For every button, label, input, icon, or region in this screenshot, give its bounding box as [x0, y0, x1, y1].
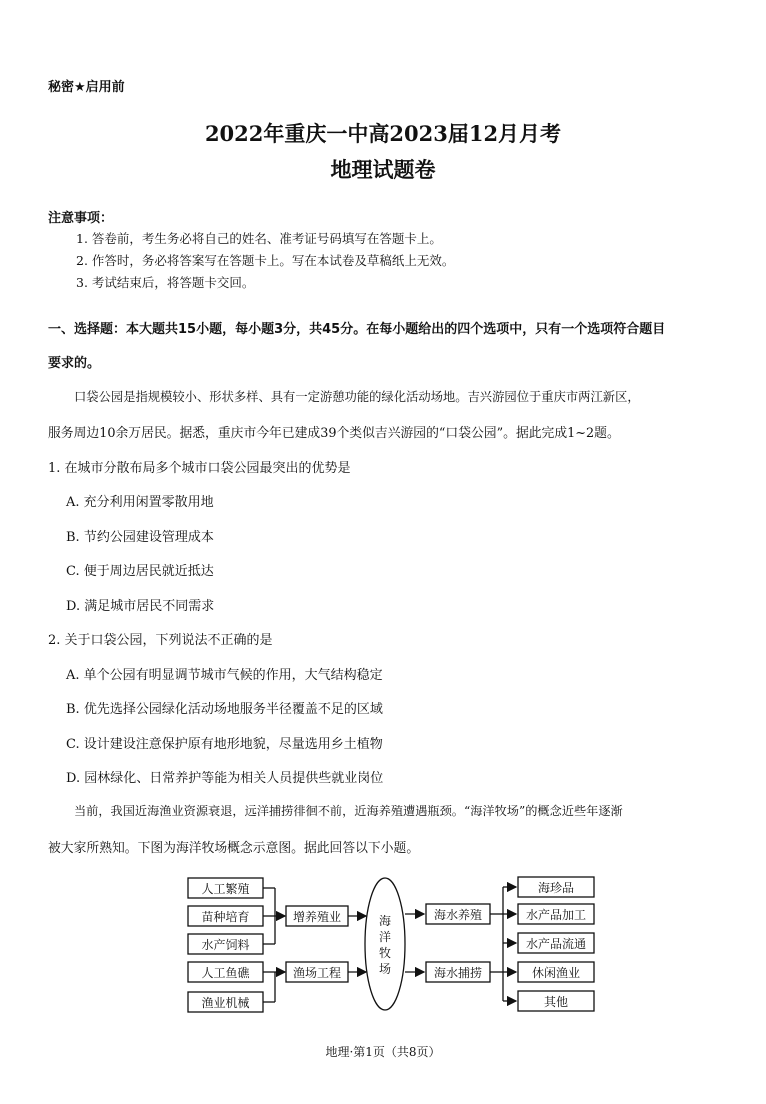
- exam-title: 2022年重庆一中高2023届12月月考: [204, 121, 562, 146]
- question-option: C. 设计建设注意保护原有地形地貌，尽量选用乡土植物: [66, 737, 383, 752]
- question-stem: 2. 关于口袋公园，下列说法不正确的是: [48, 633, 273, 648]
- diagram-center-ellipse: [365, 878, 405, 1010]
- question-stem: 1. 在城市分散布局多个城市口袋公园最突出的优势是: [48, 461, 351, 476]
- question-option: A. 单个公园有明显调节城市气候的作用，大气结构稳定: [66, 668, 383, 683]
- question-option: A. 充分利用闲置零散用地: [66, 495, 214, 510]
- passage-paragraph: 口袋公园是指规模较小、形状多样、具有一定游憩功能的绿化活动场地。吉兴游园位于重庆市两江新区，: [74, 390, 640, 404]
- section-heading-cont: 要求的。: [48, 356, 101, 371]
- question-option: D. 满足城市居民不同需求: [66, 599, 215, 614]
- diagram-label: 水产品加工: [525, 908, 587, 922]
- diagram-label: 海水养殖: [433, 908, 483, 922]
- passage-paragraph: 当前，我国近海渔业资源衰退，远洋捕捞徘徊不前，近海养殖遭遇瓶颈。“海洋牧场”的概念近些年逐渐: [74, 804, 623, 818]
- passage-paragraph-cont: 被大家所熟知。下图为海洋牧场概念示意图。据此回答以下小题。: [48, 841, 420, 856]
- diagram-label: 人工繁殖: [201, 882, 250, 896]
- diagram-center-char: 牧: [378, 946, 392, 960]
- diagram-label: 人工鱼礁: [201, 966, 250, 980]
- question-option: B. 节约公园建设管理成本: [66, 530, 214, 545]
- confidential-label: 秘密★启用前: [48, 80, 125, 95]
- diagram-label: 其他: [543, 995, 569, 1009]
- notice-item: 1. 答卷前，考生务必将自己的姓名、准考证号码填写在答题卡上。: [76, 231, 442, 246]
- question-option: D. 园林绿化、日常养护等能为相关人员提供些就业岗位: [66, 771, 384, 786]
- notice-heading: 注意事项：: [48, 211, 114, 226]
- question-option: B. 优先选择公园绿化活动场地服务半径覆盖不足的区域: [66, 702, 383, 717]
- passage-paragraph-cont: 服务周边10余万居民。据悉，重庆市今年已建成39个类似吉兴游园的“口袋公园”。据此完成1~2题。: [48, 426, 620, 441]
- diagram-center-char: 海: [378, 914, 392, 928]
- diagram-label: 苗种培育: [201, 910, 250, 924]
- diagram-label: 海水捕捞: [433, 966, 483, 980]
- diagram-center-char: 场: [378, 962, 392, 976]
- notice-item: 2. 作答时，务必将答案写在答题卡上。写在本试卷及草稿纸上无效。: [76, 253, 455, 268]
- diagram-label: 海珍品: [537, 881, 575, 895]
- question-option: C. 便于周边居民就近抵达: [66, 564, 214, 579]
- diagram-label: 渔业机械: [201, 996, 250, 1010]
- diagram-center-char: 洋: [378, 930, 392, 944]
- notice-item: 3. 考试结束后，将答题卡交回。: [76, 275, 255, 290]
- diagram-label: 水产饲料: [201, 938, 250, 952]
- exam-subtitle: 地理试题卷: [330, 157, 436, 182]
- page-footer: 地理·第1页（共8页）: [325, 1045, 441, 1059]
- diagram-label: 休闲渔业: [531, 966, 581, 980]
- diagram-label: 渔场工程: [292, 966, 342, 980]
- section-heading: 一、选择题：本大题共15小题，每小题3分，共45分。在每小题给出的四个选项中，只有一个选项符合题目: [48, 322, 666, 337]
- diagram-label: 水产品流通: [525, 937, 587, 951]
- diagram-label: 增养殖业: [292, 910, 342, 924]
